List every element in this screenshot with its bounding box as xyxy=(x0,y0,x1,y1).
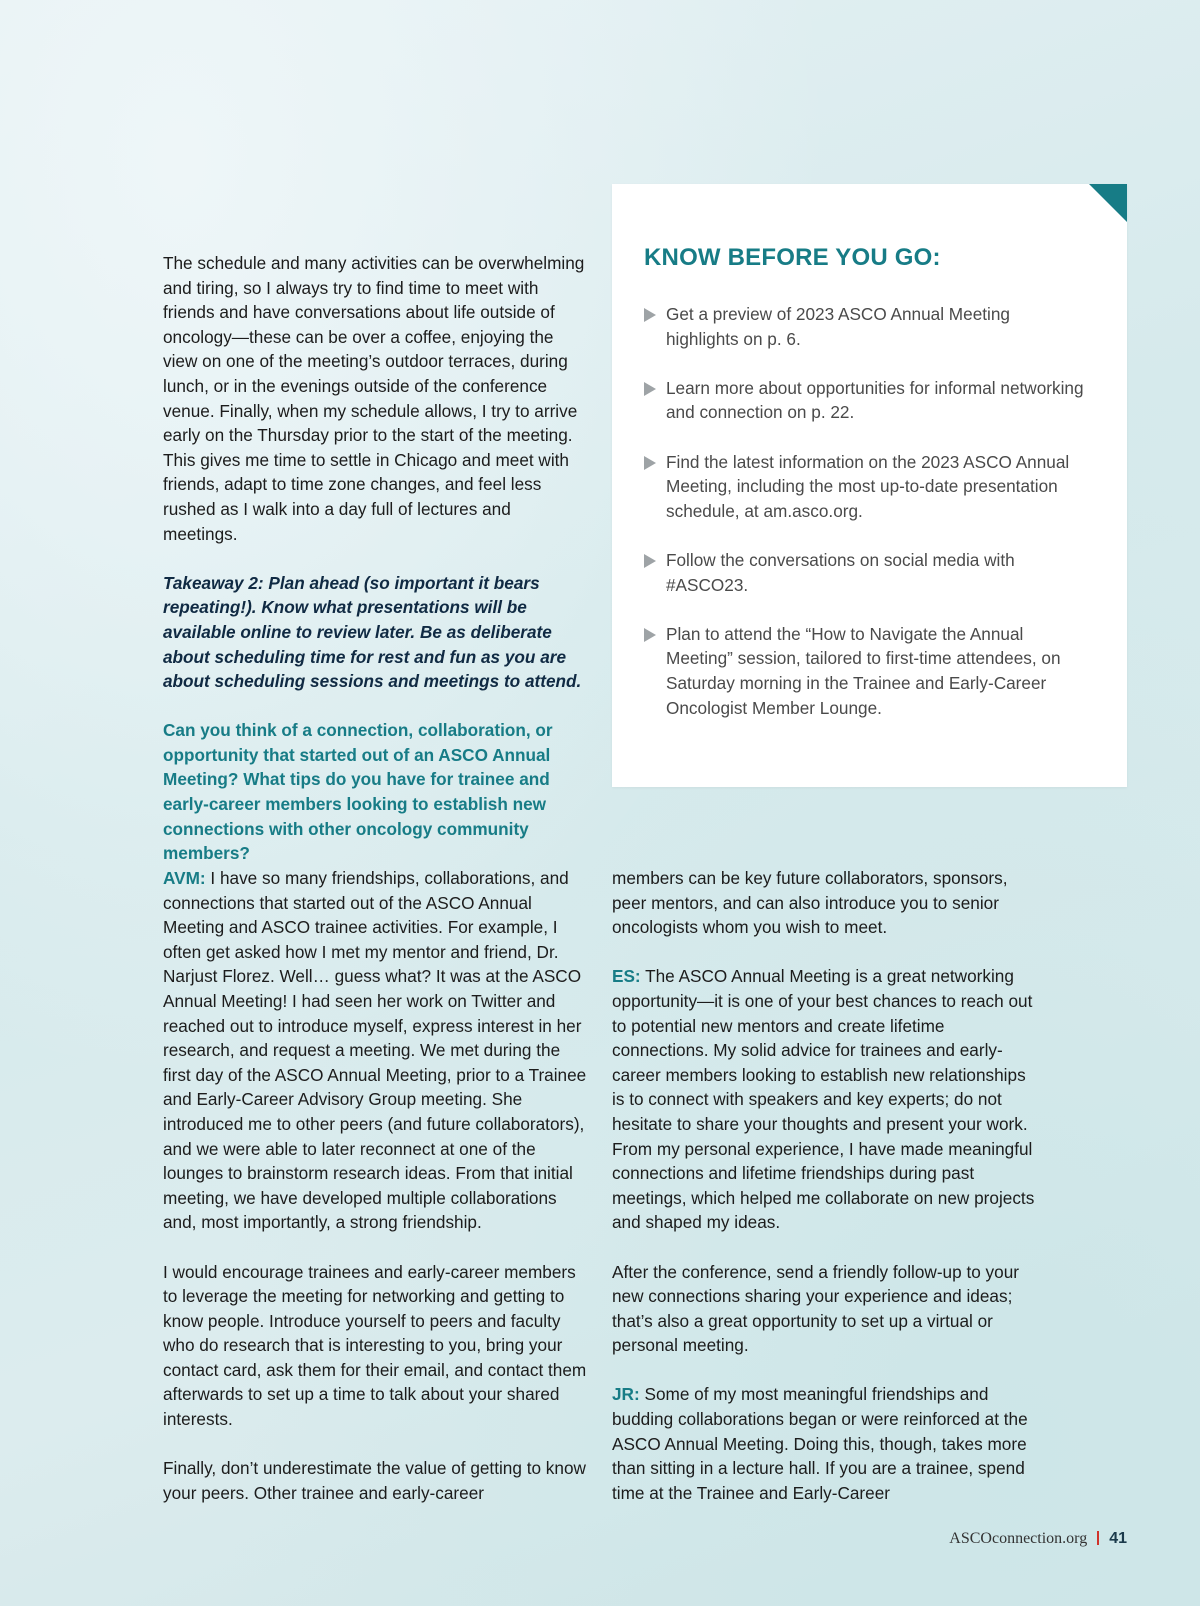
triangle-bullet-icon xyxy=(644,308,656,322)
page-number: 41 xyxy=(1109,1530,1127,1547)
corner-fold-icon xyxy=(1089,184,1127,222)
triangle-bullet-icon xyxy=(644,456,656,470)
interview-question: Can you think of a connection, collaboration, or opportunity that started out of an ASCO Annual Meeting? What tips do you have for trainee and early-career members looking to establish new connections with other oncology community members? xyxy=(163,720,553,864)
speaker-jr: JR: xyxy=(612,1384,640,1405)
list-item: Find the latest information on the 2023 ASCO Annual Meeting, including the most up-to-date presentation schedule, at am.asco.org. xyxy=(644,450,1084,524)
es-answer: ES: The ASCO Annual Meeting is a great networking opportunity—it is one of your best chances to reach out to potential new mentors and create lifetime connections. My solid advice for trainees and early-career members looking to establish new relationships is to connect with speakers and key experts; do not hesitate to share your thoughts and present your work. From my personal experience, I have made meaningful connections and lifetime friendships during past meetings, which helped me collaborate on new projects and shaped my ideas. xyxy=(612,966,1035,1233)
triangle-bullet-icon xyxy=(644,554,656,568)
paragraph-schedule: The schedule and many activities can be overwhelming and tiring, so I always try to find time to meet with friends and have conversations about life outside of oncology—these can be over a coffee, enjoying the view on one of the meeting’s outdoor terraces, during lunch, or in the evenings outside of the conference venue. Finally, when my schedule allows, I try to arrive early on the Thursday prior to the start of the meeting. This gives me time to settle in Chicago and meet with friends, adapt to time zone changes, and feel less rushed as I walk into a day full of lectures and meetings. xyxy=(163,253,585,544)
know-before-you-go-box xyxy=(612,184,1127,787)
list-item: Learn more about opportunities for informal networking and connection on p. 22. xyxy=(644,376,1084,425)
list-item: Get a preview of 2023 ASCO Annual Meeting highlights on p. 6. xyxy=(644,302,1084,351)
speaker-es: ES: xyxy=(612,966,641,987)
page-footer xyxy=(949,1530,1127,1548)
avm-answer: AVM: I have so many friendships, collaborations, and connections that started out of the ASCO Annual Meeting and ASCO trainee activities. For example, I often get asked how I met my mentor and friend, Dr. Narjust Florez. Well… guess what? It was at the ASCO Annual Meeting! I had seen her work on Twitter and reached out to introduce myself, express interest in her research, and request a meeting. We met during the first day of the ASCO Annual Meeting, prior to a Trainee and Early-Career Advisory Group meeting. She introduced me to other peers (and future collaborators), and we were able to later reconnect at one of the lounges to brainstorm research ideas. From that initial meeting, we have developed multiple collaborations and, most importantly, a strong friendship. xyxy=(163,868,587,1233)
jr-answer: JR: Some of my most meaningful friendships and budding collaborations began or were reinforced at the ASCO Annual Meeting. Doing this, though, takes more than sitting in a lecture hall. If you are a trainee, spend time at the Trainee and Early-Career xyxy=(612,1384,1028,1503)
list-item: Plan to attend the “How to Navigate the Annual Meeting” session, tailored to first-time attendees, on Saturday morning in the Trainee and Early-Career Oncologist Member Lounge. xyxy=(644,622,1084,720)
list-item: Follow the conversations on social media with #ASCO23. xyxy=(644,548,1084,597)
paragraph-continued: members can be key future collaborators, sponsors, peer mentors, and can also introduce you to senior oncologists whom you wish to meet. xyxy=(612,868,1008,938)
left-column-top xyxy=(163,251,588,890)
footer-site: ASCOconnection.org xyxy=(949,1530,1088,1547)
speaker-avm: AVM: xyxy=(163,868,206,888)
triangle-bullet-icon xyxy=(644,382,656,396)
triangle-bullet-icon xyxy=(644,628,656,642)
sidebar-list xyxy=(644,302,1084,745)
takeaway-2: Takeaway 2: Plan ahead (so important it bears repeating!). Know what presentations will be available online to review later. Be as deliberate about scheduling time for rest and fun as you are about scheduling sessions and meetings to attend. xyxy=(163,572,582,692)
paragraph-follow-up: After the conference, send a friendly follow-up to your new connections sharing your experience and ideas; that’s also a great opportunity to set up a virtual or personal meeting. xyxy=(612,1261,1019,1356)
left-column-bottom xyxy=(163,866,588,1530)
paragraph-peers: Finally, don’t underestimate the value of getting to know your peers. Other trainee and early-career xyxy=(163,1458,586,1503)
sidebar-title: KNOW BEFORE YOU GO: xyxy=(644,244,941,271)
paragraph-encourage: I would encourage trainees and early-career members to leverage the meeting for networking and getting to know people. Introduce yourself to peers and faculty who do research that is interesting to you, bring your contact card, ask them for their email, and contact them afterwards to set up a time to talk about your shared interests. xyxy=(163,1261,587,1430)
footer-divider xyxy=(1097,1531,1099,1545)
right-column-bottom xyxy=(612,866,1037,1530)
